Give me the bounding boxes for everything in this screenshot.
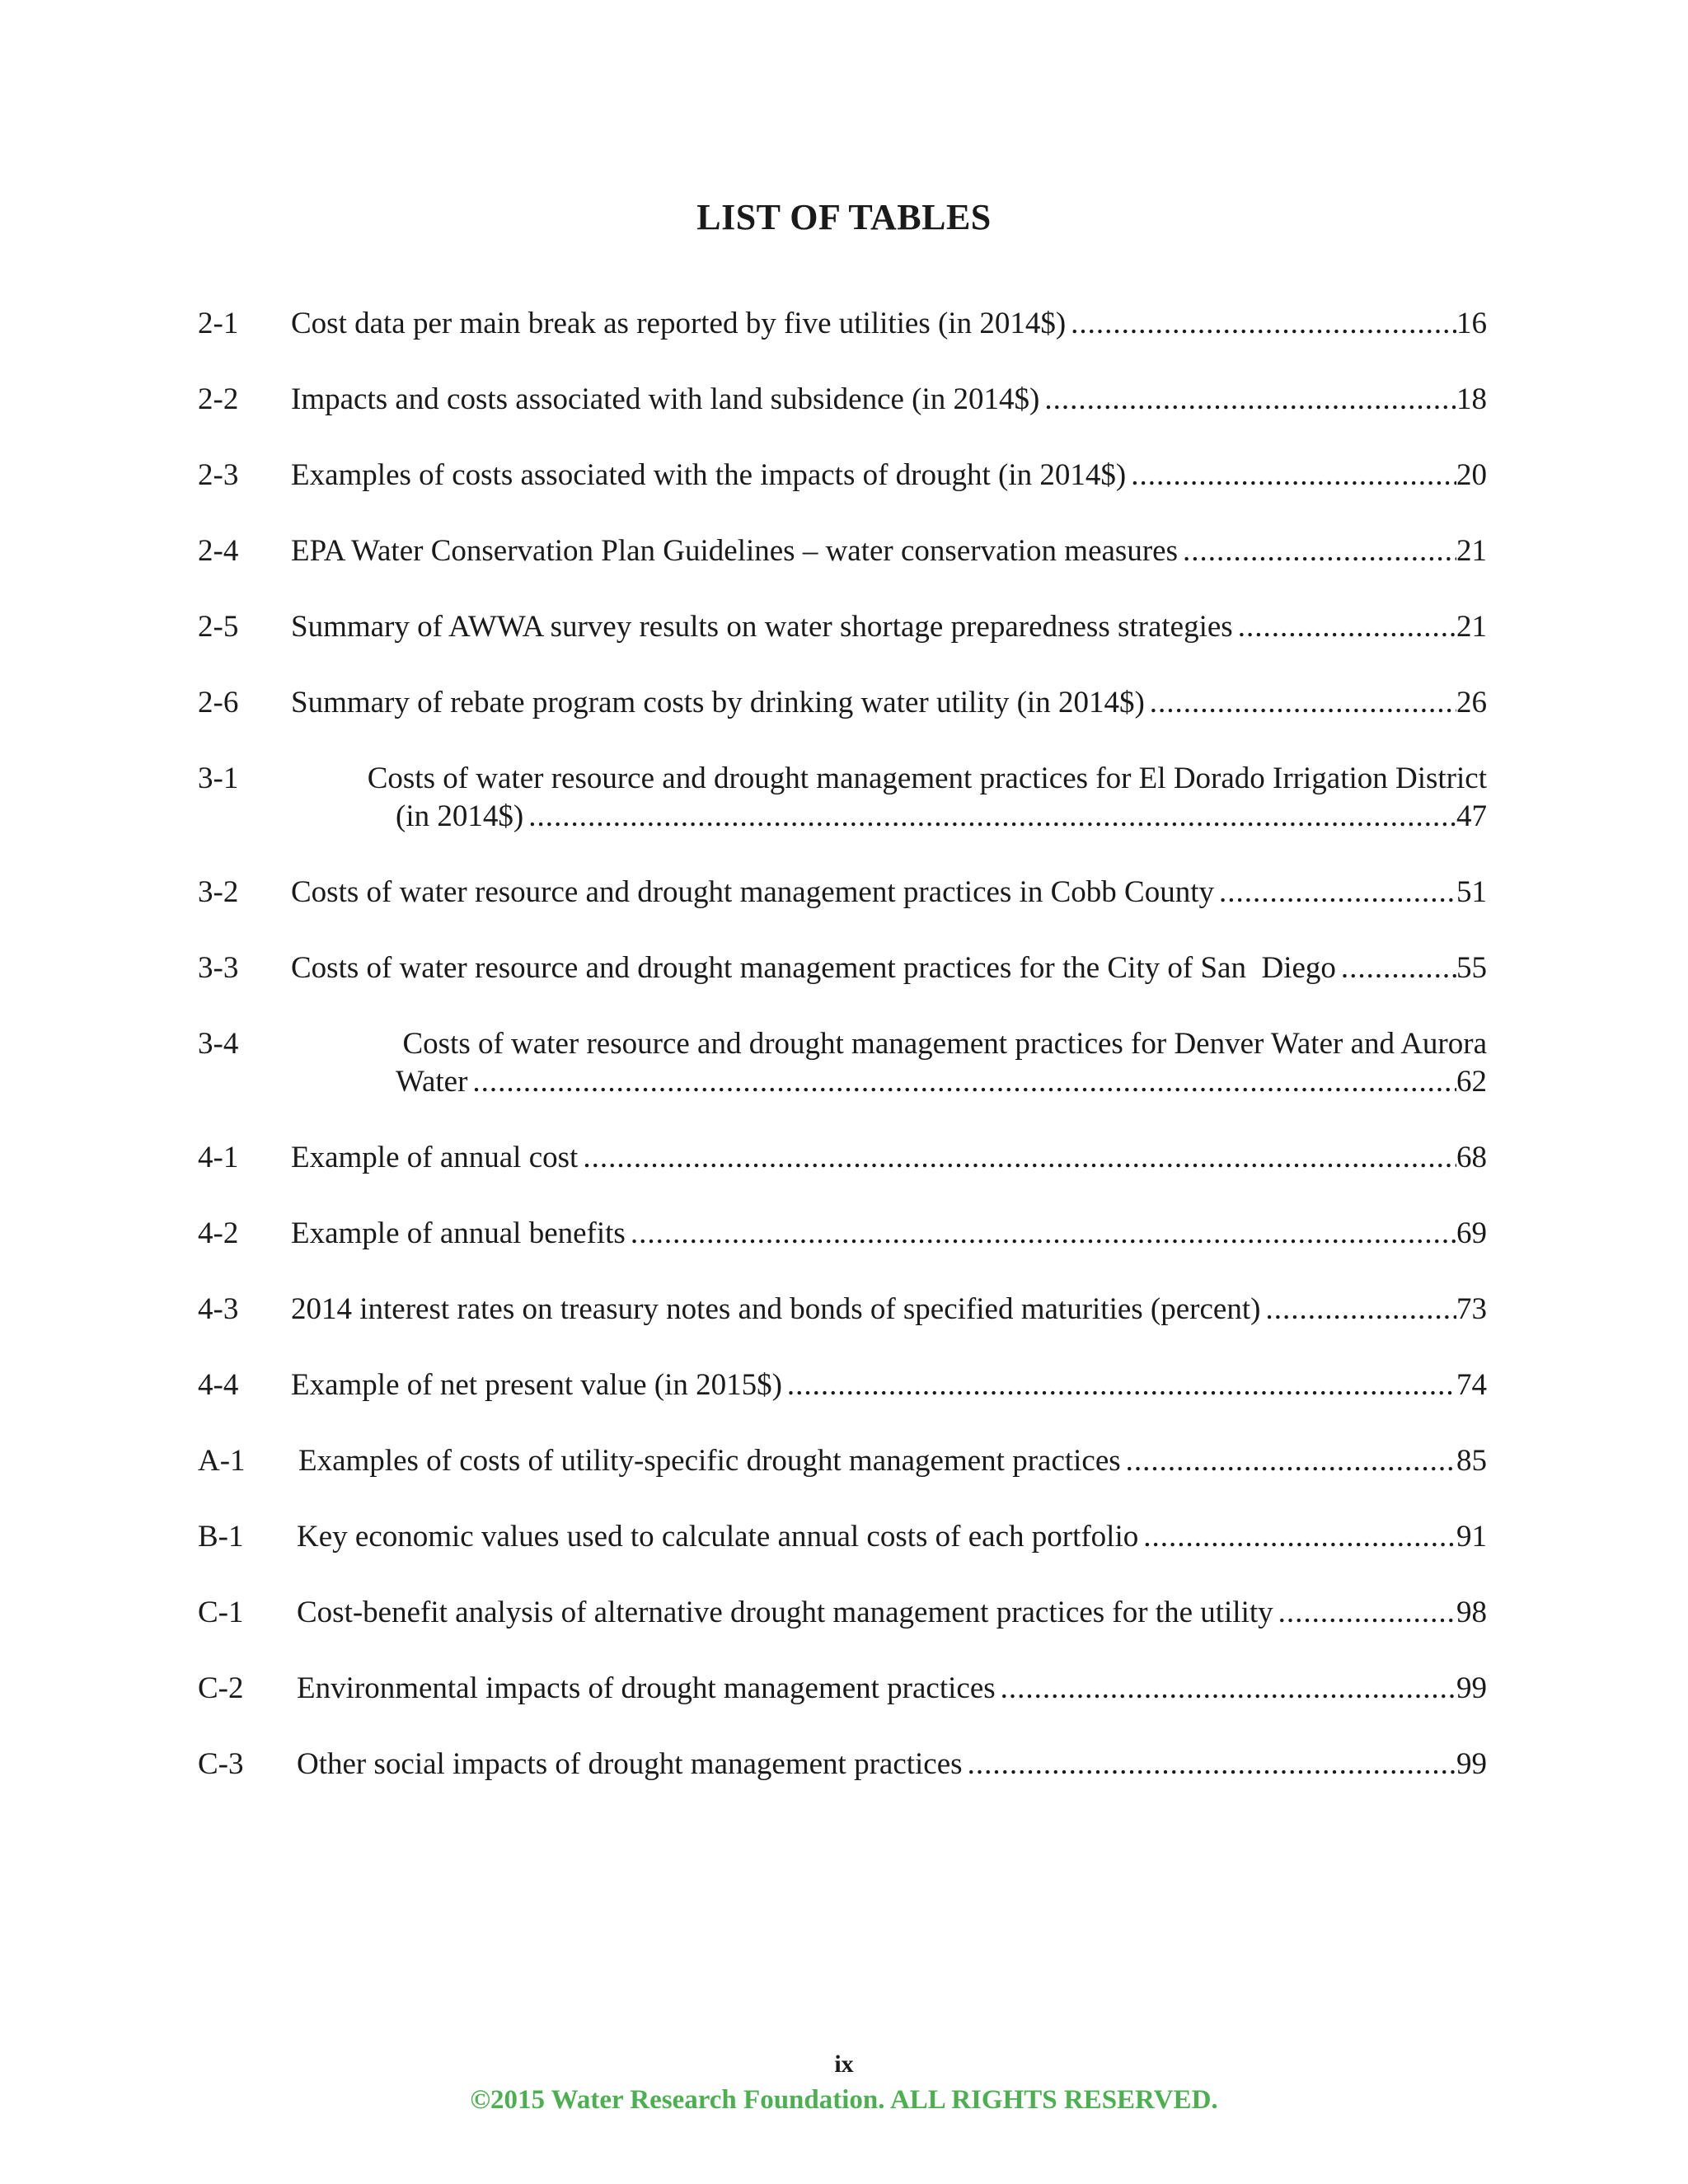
page-title: LIST OF TABLES bbox=[696, 197, 992, 237]
dot-leader bbox=[1121, 1442, 1456, 1480]
table-number: 2-5 bbox=[198, 610, 239, 644]
page-ref: 51 bbox=[1456, 875, 1487, 909]
table-title: Cost data per main break as reported by five utilities (in 2014$) bbox=[291, 307, 1067, 340]
dot-leader bbox=[1138, 1518, 1456, 1556]
table-title: Examples of costs associated with the impacts of drought (in 2014$) bbox=[291, 458, 1127, 492]
table-title: Examples of costs of utility-specific drought management practices bbox=[298, 1444, 1121, 1478]
list-item[interactable] bbox=[198, 381, 1487, 457]
table-list bbox=[198, 305, 1487, 1821]
table-title: Impacts and costs associated with land subsidence (in 2014$) bbox=[291, 382, 1040, 416]
page-ref: 47 bbox=[1456, 799, 1487, 833]
table-title: Costs of water resource and drought management practices for the City of San Diego bbox=[291, 951, 1336, 985]
dot-leader bbox=[782, 1366, 1456, 1404]
list-item[interactable] bbox=[198, 1746, 1487, 1821]
table-number: 2-6 bbox=[198, 686, 239, 719]
table-number: 3-1 bbox=[198, 762, 239, 795]
page-ref: 21 bbox=[1456, 610, 1487, 644]
copyright-notice: ©2015 Water Research Foundation. ALL RIGHTS RESERVED. bbox=[470, 2085, 1218, 2115]
page-ref: 74 bbox=[1456, 1368, 1487, 1402]
list-item[interactable] bbox=[198, 1215, 1487, 1291]
list-item[interactable] bbox=[198, 1366, 1487, 1442]
list-item[interactable] bbox=[198, 1670, 1487, 1746]
list-item[interactable] bbox=[198, 532, 1487, 608]
table-number: 4-2 bbox=[198, 1216, 239, 1250]
dot-leader bbox=[467, 1063, 1456, 1101]
table-title: (in 2014$) bbox=[396, 799, 524, 833]
table-title: Example of annual cost bbox=[291, 1141, 579, 1174]
list-item[interactable] bbox=[198, 1139, 1487, 1215]
page-ref: 68 bbox=[1456, 1141, 1487, 1174]
list-item[interactable] bbox=[198, 949, 1487, 1025]
table-number: 4-3 bbox=[198, 1292, 239, 1326]
dot-leader bbox=[1066, 305, 1456, 343]
list-item[interactable] bbox=[198, 1594, 1487, 1670]
dot-leader bbox=[1336, 949, 1456, 987]
table-title: Summary of rebate program costs by drinking water utility (in 2014$) bbox=[291, 686, 1145, 719]
dot-leader bbox=[1214, 874, 1456, 912]
dot-leader bbox=[1145, 684, 1456, 722]
page-ref: 69 bbox=[1456, 1216, 1487, 1250]
page-ref: 18 bbox=[1456, 382, 1487, 416]
dot-leader bbox=[996, 1670, 1456, 1708]
table-number: 2-1 bbox=[198, 307, 239, 340]
table-title: Key economic values used to calculate annual costs of each portfolio bbox=[297, 1520, 1139, 1554]
table-title: EPA Water Conservation Plan Guidelines – water conservation measures bbox=[291, 534, 1178, 568]
dot-leader bbox=[523, 798, 1456, 836]
table-number: 2-3 bbox=[198, 458, 239, 492]
list-item[interactable] bbox=[198, 305, 1487, 381]
table-number: 3-4 bbox=[198, 1027, 239, 1061]
table-title-line1: Costs of water resource and drought management practices for El Dorado Irrigation District bbox=[367, 762, 1487, 795]
list-item[interactable] bbox=[198, 760, 1487, 874]
table-number: 2-4 bbox=[198, 534, 239, 568]
page-ref: 55 bbox=[1456, 951, 1487, 985]
table-title: Environmental impacts of drought management practices bbox=[297, 1671, 996, 1705]
page-ref: 16 bbox=[1456, 307, 1487, 340]
page-number: ix bbox=[834, 2050, 854, 2078]
dot-leader bbox=[1126, 457, 1456, 494]
table-number: 2-2 bbox=[198, 382, 239, 416]
table-number: C-3 bbox=[198, 1747, 244, 1781]
table-number: 4-1 bbox=[198, 1141, 239, 1174]
page-ref: 99 bbox=[1456, 1671, 1487, 1705]
table-title: Summary of AWWA survey results on water shortage preparedness strategies bbox=[291, 610, 1233, 644]
page-ref: 21 bbox=[1456, 534, 1487, 568]
table-title: Water bbox=[396, 1065, 468, 1099]
dot-leader bbox=[1039, 381, 1456, 419]
page-ref: 62 bbox=[1456, 1065, 1487, 1099]
dot-leader bbox=[963, 1746, 1456, 1783]
table-number: A-1 bbox=[198, 1444, 246, 1478]
table-title: Example of annual benefits bbox=[291, 1216, 626, 1250]
list-item[interactable] bbox=[198, 874, 1487, 949]
page-ref: 98 bbox=[1456, 1596, 1487, 1629]
table-title: Example of net present value (in 2015$) bbox=[291, 1368, 782, 1402]
table-title-line1: Costs of water resource and drought management practices for Denver Water and Aurora bbox=[402, 1027, 1487, 1061]
table-number: C-1 bbox=[198, 1596, 244, 1629]
dot-leader bbox=[1273, 1594, 1456, 1632]
dot-leader bbox=[1260, 1291, 1456, 1329]
dot-leader bbox=[1178, 532, 1456, 570]
table-number: B-1 bbox=[198, 1520, 244, 1554]
table-title: Costs of water resource and drought management practices in Cobb County bbox=[291, 875, 1214, 909]
dot-leader bbox=[626, 1215, 1456, 1253]
page-ref: 20 bbox=[1456, 458, 1487, 492]
table-number: C-2 bbox=[198, 1671, 244, 1705]
dot-leader bbox=[1233, 608, 1456, 646]
page-ref: 85 bbox=[1456, 1444, 1487, 1478]
table-title: 2014 interest rates on treasury notes and bonds of specified maturities (percent) bbox=[291, 1292, 1261, 1326]
table-number: 3-3 bbox=[198, 951, 239, 985]
table-title: Cost-benefit analysis of alternative drought management practices for the utility bbox=[297, 1596, 1273, 1629]
list-item[interactable] bbox=[198, 1442, 1487, 1518]
list-item[interactable] bbox=[198, 457, 1487, 532]
table-number: 4-4 bbox=[198, 1368, 239, 1402]
list-item[interactable] bbox=[198, 1291, 1487, 1366]
page-ref: 73 bbox=[1456, 1292, 1487, 1326]
page-ref: 99 bbox=[1456, 1747, 1487, 1781]
list-item[interactable] bbox=[198, 608, 1487, 684]
page-ref: 26 bbox=[1456, 686, 1487, 719]
list-item[interactable] bbox=[198, 1025, 1487, 1139]
dot-leader bbox=[578, 1139, 1456, 1177]
page-ref: 91 bbox=[1456, 1520, 1487, 1554]
list-item[interactable] bbox=[198, 684, 1487, 760]
table-title: Other social impacts of drought management practices bbox=[297, 1747, 963, 1781]
table-number: 3-2 bbox=[198, 875, 239, 909]
list-item[interactable] bbox=[198, 1518, 1487, 1594]
